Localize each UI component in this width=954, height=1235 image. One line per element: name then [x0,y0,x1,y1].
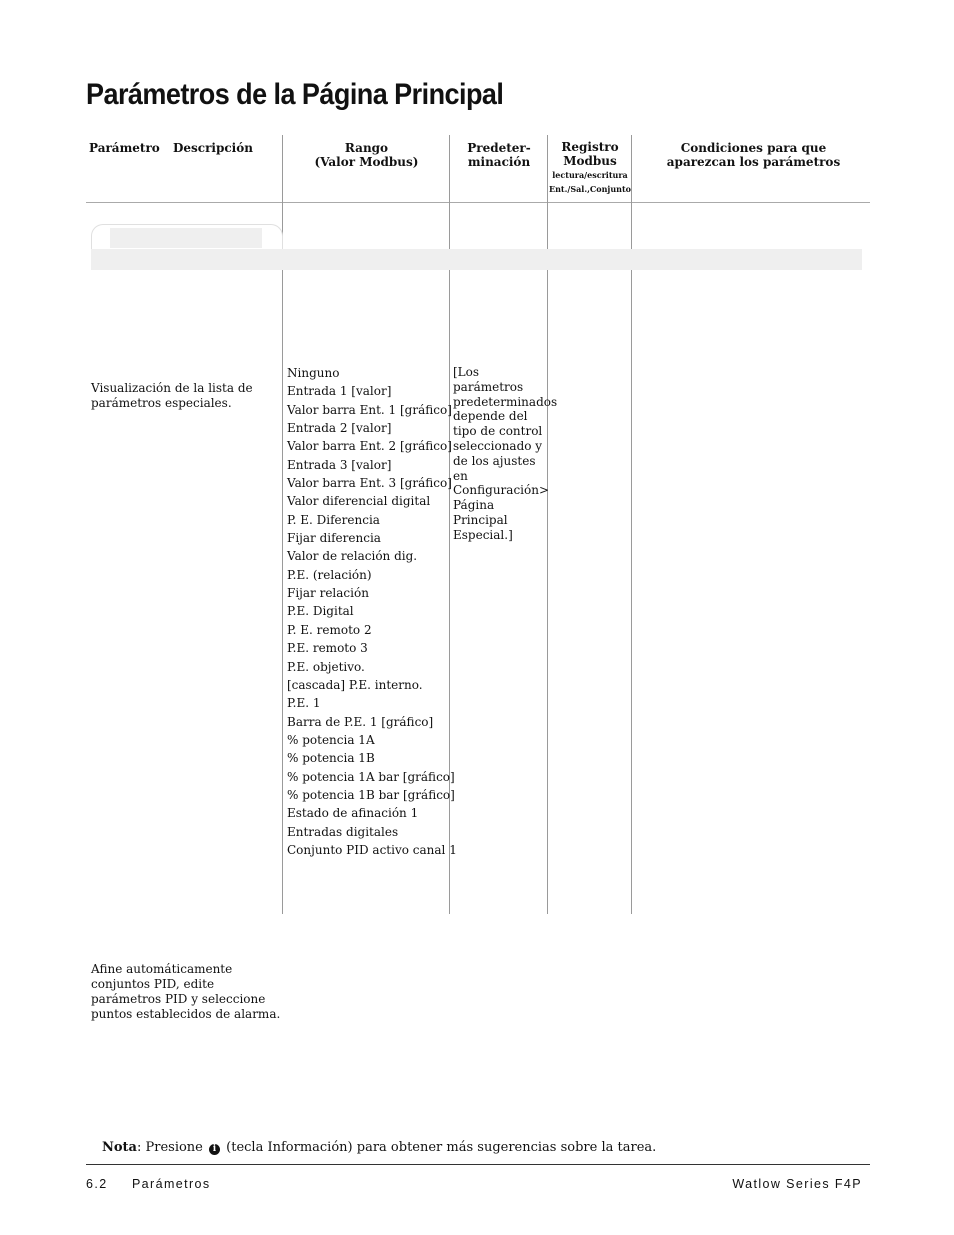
header-predet-line1: Predeter- [467,141,531,155]
header-rango [283,141,450,169]
range-item: Entrada 1 [valor] [287,384,392,399]
header-registro-modbus [548,140,632,196]
range-item: Conjunto PID activo canal 1 [287,842,457,857]
range-item: P.E. 1 [287,696,321,711]
header-registro-line1: Registro [561,140,619,154]
header-condiciones-line1: Condiciones para que [680,141,827,155]
range-item: P.E. objetivo. [287,659,365,674]
row-description: Visualización de la lista de parámetros especiales. [91,381,253,410]
footer-product: Watlow Series F4P [732,1177,862,1191]
range-item: Valor de relación dig. [287,549,418,564]
range-item: % potencia 1A bar [gráfico] [287,769,455,784]
range-item: Valor barra Ent. 2 [gráfico] [287,439,452,454]
range-item: P.E. remoto 3 [287,641,368,656]
header-descripcion: Descripción [173,141,253,155]
range-item: Entradas digitales [287,824,399,839]
range-item: Ninguno [287,366,340,380]
note [102,1140,656,1155]
range-item: Estado de afinación 1 [287,806,419,821]
range-item: Fijar diferencia [287,531,381,546]
range-item: Barra de P.E. 1 [gráfico] [287,714,434,729]
range-item: Valor diferencial digital [287,494,431,509]
header-parametro: Parámetro [89,141,160,155]
range-item: P.E. Digital [287,604,354,619]
section-band [91,249,862,270]
footer-rule [86,1164,870,1165]
menu-tab-fill [110,228,262,248]
range-item: P. E. remoto 2 [287,622,372,637]
row-description: Afine automáticamente conjuntos PID, edite parámetros PID y seleccione puntos establecidos de alarma. [91,962,281,1021]
header-condiciones [632,141,875,169]
header-predet-line2: minación [467,155,531,169]
range-item: Entrada 3 [valor] [287,457,392,472]
page-title: Parámetros de la Página Principal [86,78,504,111]
note-text-after: (tecla Información) para obtener más sugerencias sobre la tarea. [226,1140,657,1155]
header-registro-line2: Modbus [563,154,617,168]
range-item: Entrada 2 [valor] [287,421,392,436]
range-item: [cascada] P.E. interno. [287,677,423,692]
range-item: Fijar relación [287,586,369,601]
header-condiciones-line2: aparezcan los parámetros [666,155,841,169]
range-item: % potencia 1A [287,732,375,747]
header-rango-line1: Rango [344,141,389,155]
range-list [287,364,457,859]
footer-page-section: 6.2 Parámetros [86,1177,211,1191]
info-icon: i [209,1144,220,1155]
range-item: Valor barra Ent. 1 [gráfico] [287,402,452,417]
range-item: P. E. Diferencia [287,512,380,527]
range-item: % potencia 1B [287,751,375,766]
note-text-before: : Presione [136,1140,203,1155]
header-rango-line2: (Valor Modbus) [314,155,419,169]
range-item: % potencia 1B bar [gráfico] [287,787,455,802]
note-label: Nota [102,1140,137,1155]
header-predeterminacion [450,141,548,169]
range-item: Valor barra Ent. 3 [gráfico] [287,476,452,491]
default-value: [Los parámetros predeterminados depende del tipo de control seleccionado y de los ajustes en Configuración> Página Principal Especial.] [453,365,558,542]
range-item: P.E. (relación) [287,567,372,582]
header-rule [86,202,870,203]
header-registro-sub1: lectura/escritura [552,170,628,180]
header-registro-sub2: Ent./Sal.,Conjunto [549,184,631,194]
